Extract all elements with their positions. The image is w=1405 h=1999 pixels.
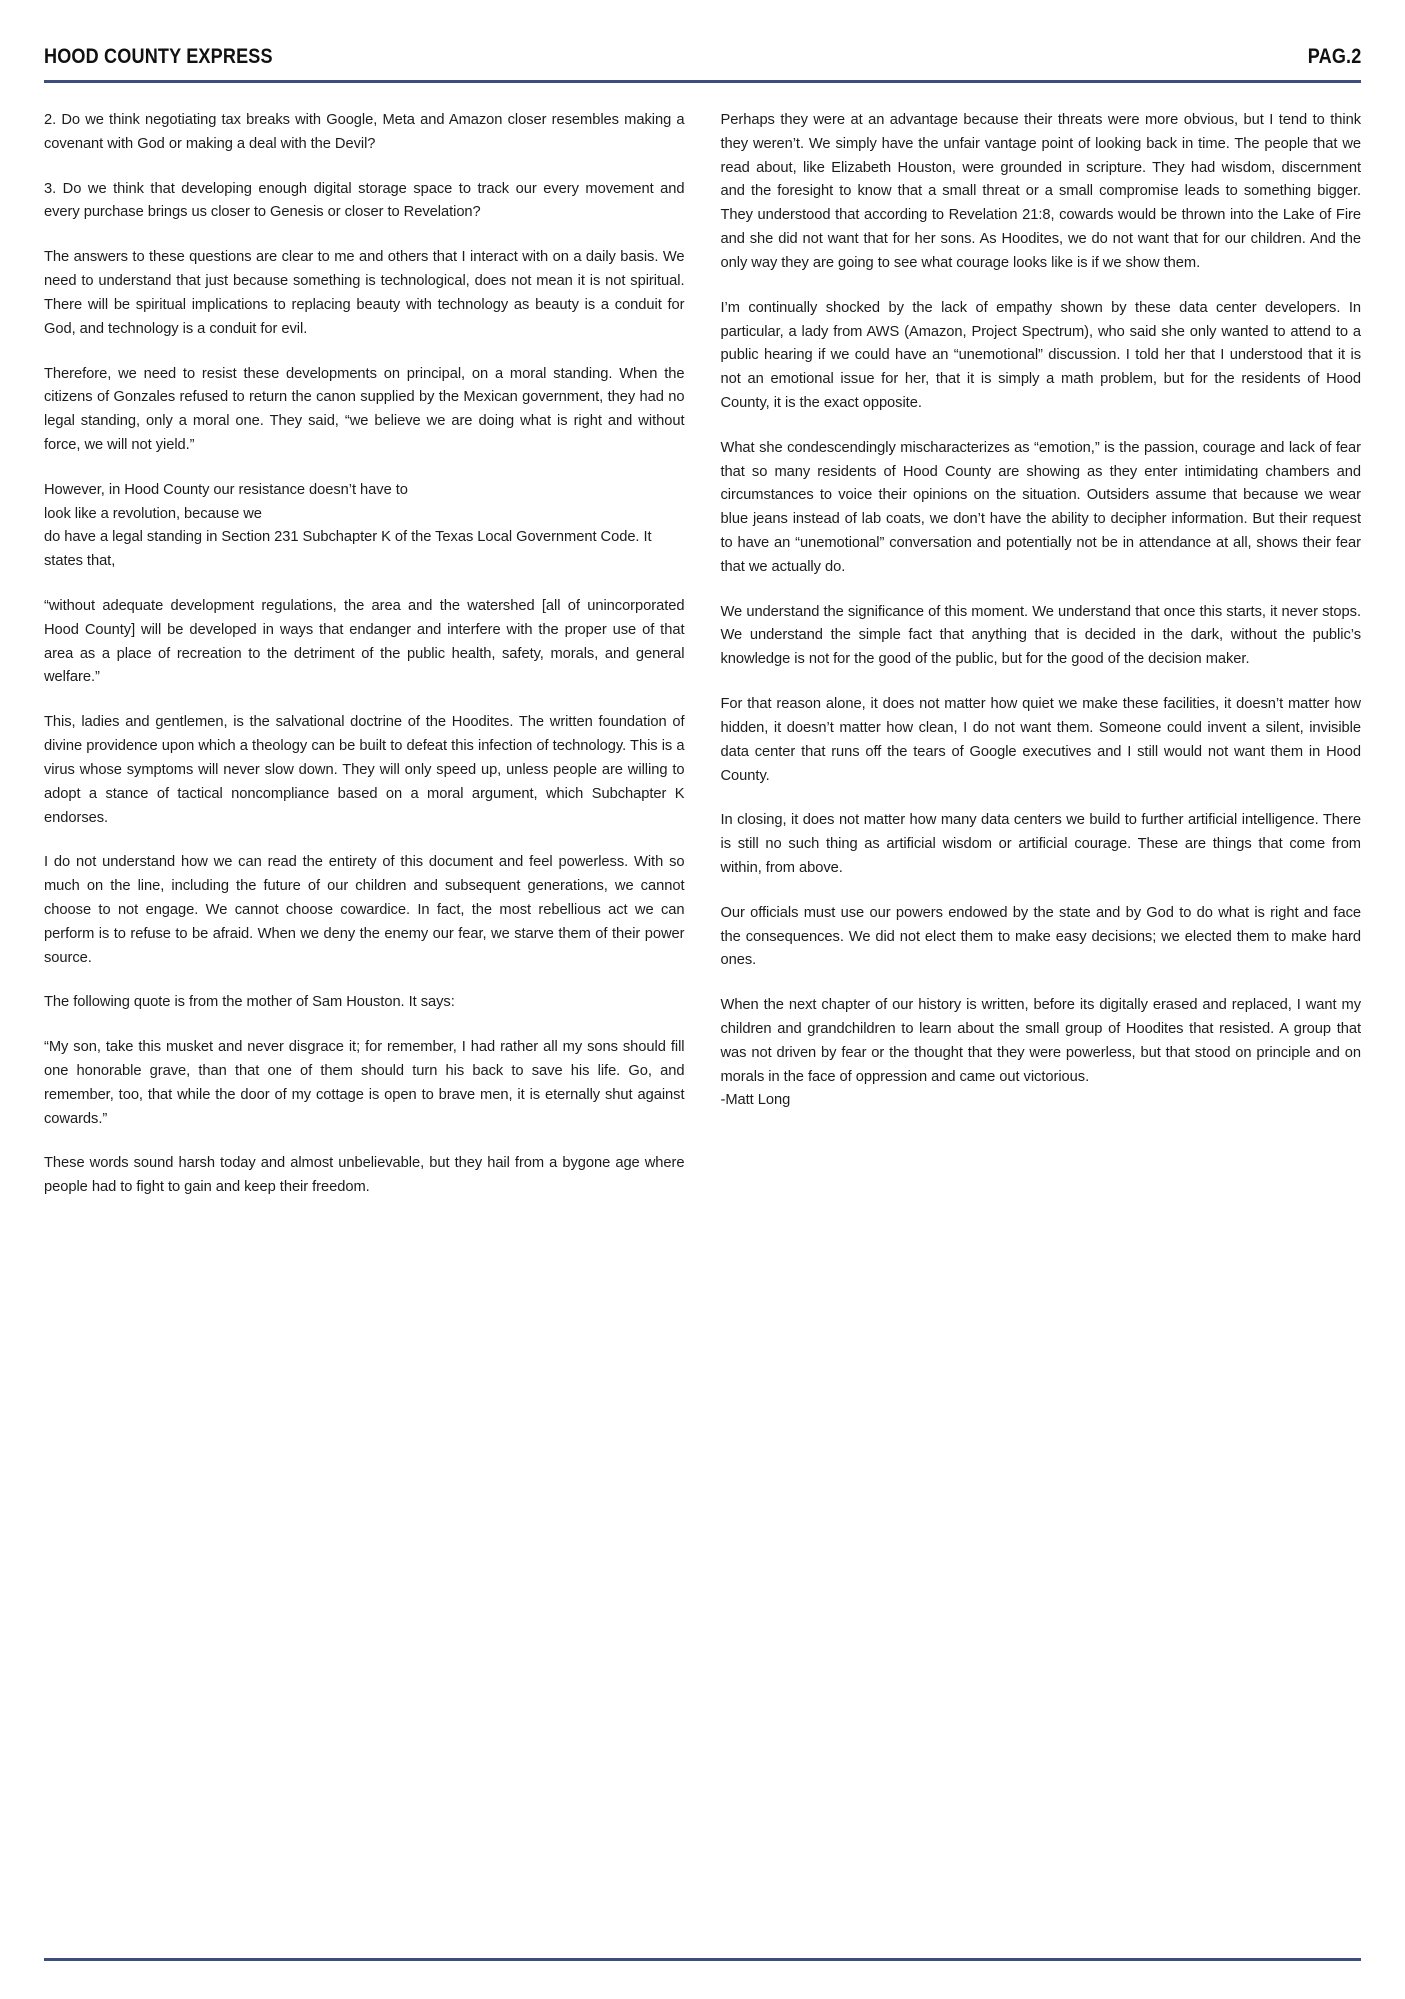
- paragraph-line: However, in Hood County our resistance doesn’t have to: [44, 481, 408, 498]
- footer-divider: [44, 1958, 1361, 1961]
- paragraph-closing: [721, 994, 1362, 1113]
- paragraph: For that reason alone, it does not matter how quiet we make these facilities, it doesn’t matter how hidden, it doesn’t matter how clean, I do not want them. Someone could invent a silent, invisible data center that runs off the tears of Google executives and I still would not want them in Hood County.: [720, 696, 1361, 784]
- paragraph: We understand the significance of this moment. We understand that once this starts, it never stops. We understand the simple fact that anything that is decided in the dark, without the public’s knowledge is not for the good of the public, but for the good of the decision maker.: [720, 603, 1361, 668]
- paragraph: This, ladies and gentlemen, is the salvational doctrine of the Hoodites. The written foundation of divine providence upon which a theology can be built to defeat this infection of technology. This is a virus whose symptoms will never slow down. They will only speed up, unless people are willing to adopt a stance of tactical noncompliance based on a moral argument, which Subchapter K endorses.: [44, 714, 685, 826]
- paragraph-quote-subchapter-k: “without adequate development regulations, the area and the watershed [all of unincorporated Hood County] will be developed in ways that endanger and interfere with the proper use of that area as a place of recreation to the detriment of the public health, safety, morals, and general welfare.”: [44, 598, 685, 686]
- paragraph-line: do have a legal standing in Section 231 Subchapter K of the Texas Local Government Code. It states that,: [44, 529, 652, 570]
- left-column: [44, 109, 685, 1200]
- paragraph: The answers to these questions are clear to me and others that I interact with on a daily basis. We need to understand that just because something is technological, does not mean it is not spiritual. There will be spiritual implications to replacing beauty with technology as beauty is a conduit for God, and technology is a conduit for evil.: [44, 249, 685, 337]
- paragraph: Therefore, we need to resist these developments on principal, on a moral standing. When the citizens of Gonzales refused to return the canon supplied by the Mexican government, they had no legal standing, only a moral one. They said, “we believe we are doing what is right and without force, we will not yield.”: [44, 365, 685, 453]
- paragraph-resistance: [44, 479, 685, 574]
- paragraph: 2. Do we think negotiating tax breaks with Google, Meta and Amazon closer resembles making a covenant with God or making a deal with the Devil?: [44, 112, 685, 152]
- paragraph: These words sound harsh today and almost unbelievable, but they hail from a bygone age where people had to fight to gain and keep their freedom.: [44, 1155, 685, 1196]
- paragraph: Our officials must use our powers endowed by the state and by God to do what is right and face the consequences. We did not elect them to make easy decisions; we elected them to make hard ones.: [720, 904, 1361, 969]
- closing-text: When the next chapter of our history is written, before its digitally erased and replaced, I want my children and grandchildren to learn about the small group of Hoodites that resisted. A group that was not driven by fear or the thought that they were powerless, but that stood on principle and on morals in the face of oppression and came out victorious.: [720, 997, 1361, 1085]
- header-divider: [44, 80, 1361, 83]
- paragraph-quote-houston: “My son, take this musket and never disgrace it; for remember, I had rather all my sons should fill one honorable grave, than that one of them should turn his back to save his life. Go, and remember, too, that while the door of my cottage is open to brave men, it is eternally shut against cowards.”: [44, 1039, 685, 1127]
- paragraph: 3. Do we think that developing enough digital storage space to track our every movement and every purchase brings us closer to Genesis or closer to Revelation?: [44, 180, 685, 221]
- page-number-label: PAG.2: [1307, 45, 1361, 68]
- publication-title: HOOD COUNTY EXPRESS: [44, 45, 273, 68]
- paragraph: I’m continually shocked by the lack of empathy shown by these data center developers. In particular, a lady from AWS (Amazon, Project Spectrum), who said she only wanted to attend to a public hearing if we could have an “unemotional” discussion. I told her that I understood that it is not an emotional issue for her, that it is simply a math problem, but for the residents of Hood County, it is the exact opposite.: [720, 299, 1361, 411]
- page-header: [44, 0, 1361, 69]
- paragraph: Perhaps they were at an advantage because their threats were more obvious, but I tend to think they weren’t. We simply have the unfair vantage point of looking back in time. The people that we read about, like Elizabeth Houston, were grounded in scripture. They had wisdom, discernment and the foresight to know that a small threat or a small compromise leads to something bigger. They understood that according to Revelation 21:8, cowards would be thrown into the Lake of Fire and she did not want that for her sons. As Hoodites, we do not want that for our children. And the only way they are going to see what courage looks like is if we show them.: [720, 112, 1361, 271]
- article-columns: [44, 109, 1361, 1200]
- author-signature: -Matt Long: [720, 1092, 791, 1109]
- paragraph: What she condescendingly mischaracterizes as “emotion,” is the passion, courage and lack of fear that so many residents of Hood County are showing as they enter intimidating chambers and circumstances to voice their opinions on the situation. Outsiders assume that because we wear blue jeans instead of lab coats, we don’t have the ability to decipher information. But their request to have an “unemotional” conversation and potentially not be in attendance at all, shows their fear that we actually do.: [720, 439, 1361, 575]
- paragraph: I do not understand how we can read the entirety of this document and feel powerless. With so much on the line, including the future of our children and subsequent generations, we cannot choose to not engage. We cannot choose cowardice. In fact, the most rebellious act we can perform is to refuse to be afraid. When we deny the enemy our fear, we starve them of their power source.: [44, 854, 685, 966]
- paragraph: The following quote is from the mother of Sam Houston. It says:: [44, 994, 455, 1011]
- paragraph: In closing, it does not matter how many data centers we build to further artificial intelligence. There is still no such thing as artificial wisdom or artificial courage. These are things that come from within, from above.: [720, 812, 1361, 876]
- paragraph-line: look like a revolution, because we: [44, 505, 262, 522]
- right-column: [721, 109, 1362, 1200]
